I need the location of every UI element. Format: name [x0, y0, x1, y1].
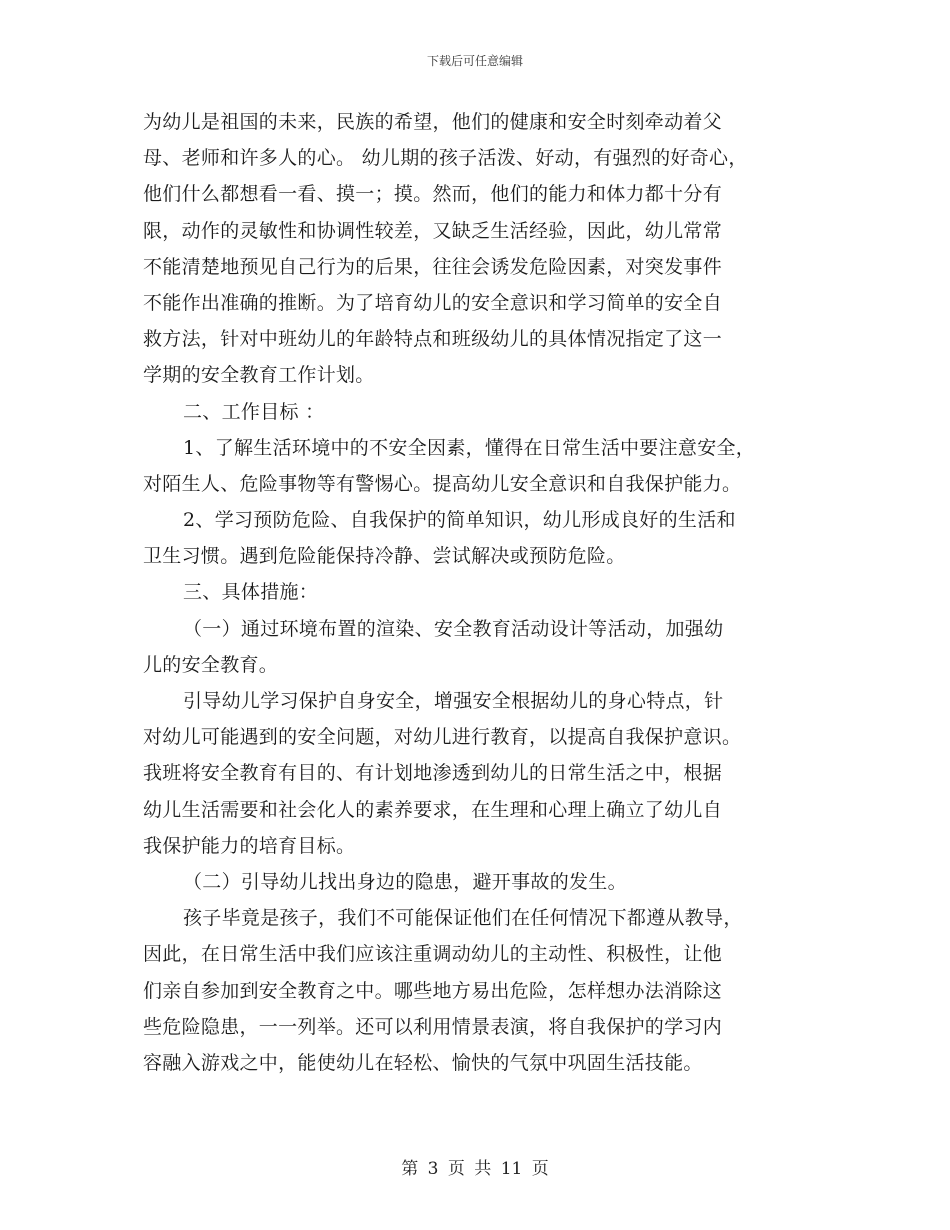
- text-line: （二）引导幼儿找出身边的隐患，避开事故的发生。: [183, 870, 627, 893]
- text-line: 三、具体措施：: [183, 581, 319, 604]
- text-line: 对陌生人、危险事物等有警惕心。提高幼儿安全意识和自我保护能力。: [143, 472, 742, 495]
- text-line: 幼儿生活需要和社会化人的素养要求，在生理和心理上确立了幼儿自: [143, 798, 723, 821]
- text-line: 限，动作的灵敏性和协调性较差，又缺乏生活经验，因此，幼儿常常: [143, 219, 723, 242]
- text-line: 1、了解生活环境中的不安全因素，懂得在日常生活中要注意安全，: [183, 436, 756, 459]
- text-line: 我保护能力的培育目标。: [143, 834, 356, 857]
- page-number: 第 3 页 共 11 页: [401, 1159, 549, 1179]
- text-line: 引导幼儿学习保护自身安全，增强安全根据幼儿的身心特点，针: [183, 690, 724, 712]
- text-line: （一）通过环境布置的渲染、安全教育活动设计等活动，加强幼: [183, 617, 724, 640]
- text-line: 我班将安全教育有目的、有计划地渗透到幼儿的日常生活之中，根据: [143, 762, 723, 785]
- text-line: 些危险隐患，一一列举。还可以利用情景表演，将自我保护的学习内: [143, 1015, 723, 1038]
- text-line: 儿的安全教育。: [143, 653, 279, 676]
- text-line: 容融入游戏之中，能使幼儿在轻松、愉快的气氛中巩固生活技能。: [143, 1051, 703, 1074]
- text-line: 为幼儿是祖国的未来，民族的希望，他们的健康和安全时刻牵动着父: [143, 111, 723, 133]
- text-line: 不能作出准确的推断。为了培育幼儿的安全意识和学习简单的安全自: [143, 291, 723, 314]
- text-line: 2、学习预防危险、自我保护的简单知识，幼儿形成良好的生活和: [183, 509, 736, 532]
- text-line: 学期的安全教育工作计划。: [143, 364, 375, 387]
- text-line: 卫生习惯。遇到危险能保持冷静、尝试解决或预防危险。: [143, 545, 626, 568]
- text-line: 母、老师和许多人的心。 幼儿期的孩子活泼、好动，有强烈的好奇心，: [143, 147, 748, 170]
- text-line: 救方法，针对中班幼儿的年龄特点和班级幼儿的具体情况指定了这一: [143, 328, 723, 351]
- text-line: 们亲自参加到安全教育之中。哪些地方易出危险，怎样想办法消除这: [143, 979, 723, 1002]
- text-line: 因此，在日常生活中我们应该注重调动幼儿的主动性、积极性，让他: [143, 943, 723, 966]
- document-body: [143, 104, 818, 1081]
- page-header: 下载后可任意编辑: [426, 54, 523, 68]
- text-line: 二、工作目标 ：: [183, 400, 325, 423]
- text-line: 对幼儿可能遇到的安全问题，对幼儿进行教育，以提高自我保护意识。: [143, 726, 742, 749]
- text-line: 孩子毕竟是孩子，我们不可能保证他们在任何情况下都遵从教导，: [183, 907, 743, 930]
- text-line: 不能清楚地预见自己行为的后果，往往会诱发危险因素，对突发事件: [143, 255, 723, 278]
- text-line: 他们什么都想看一看、摸一；摸。然而，他们的能力和体力都十分有: [143, 183, 723, 206]
